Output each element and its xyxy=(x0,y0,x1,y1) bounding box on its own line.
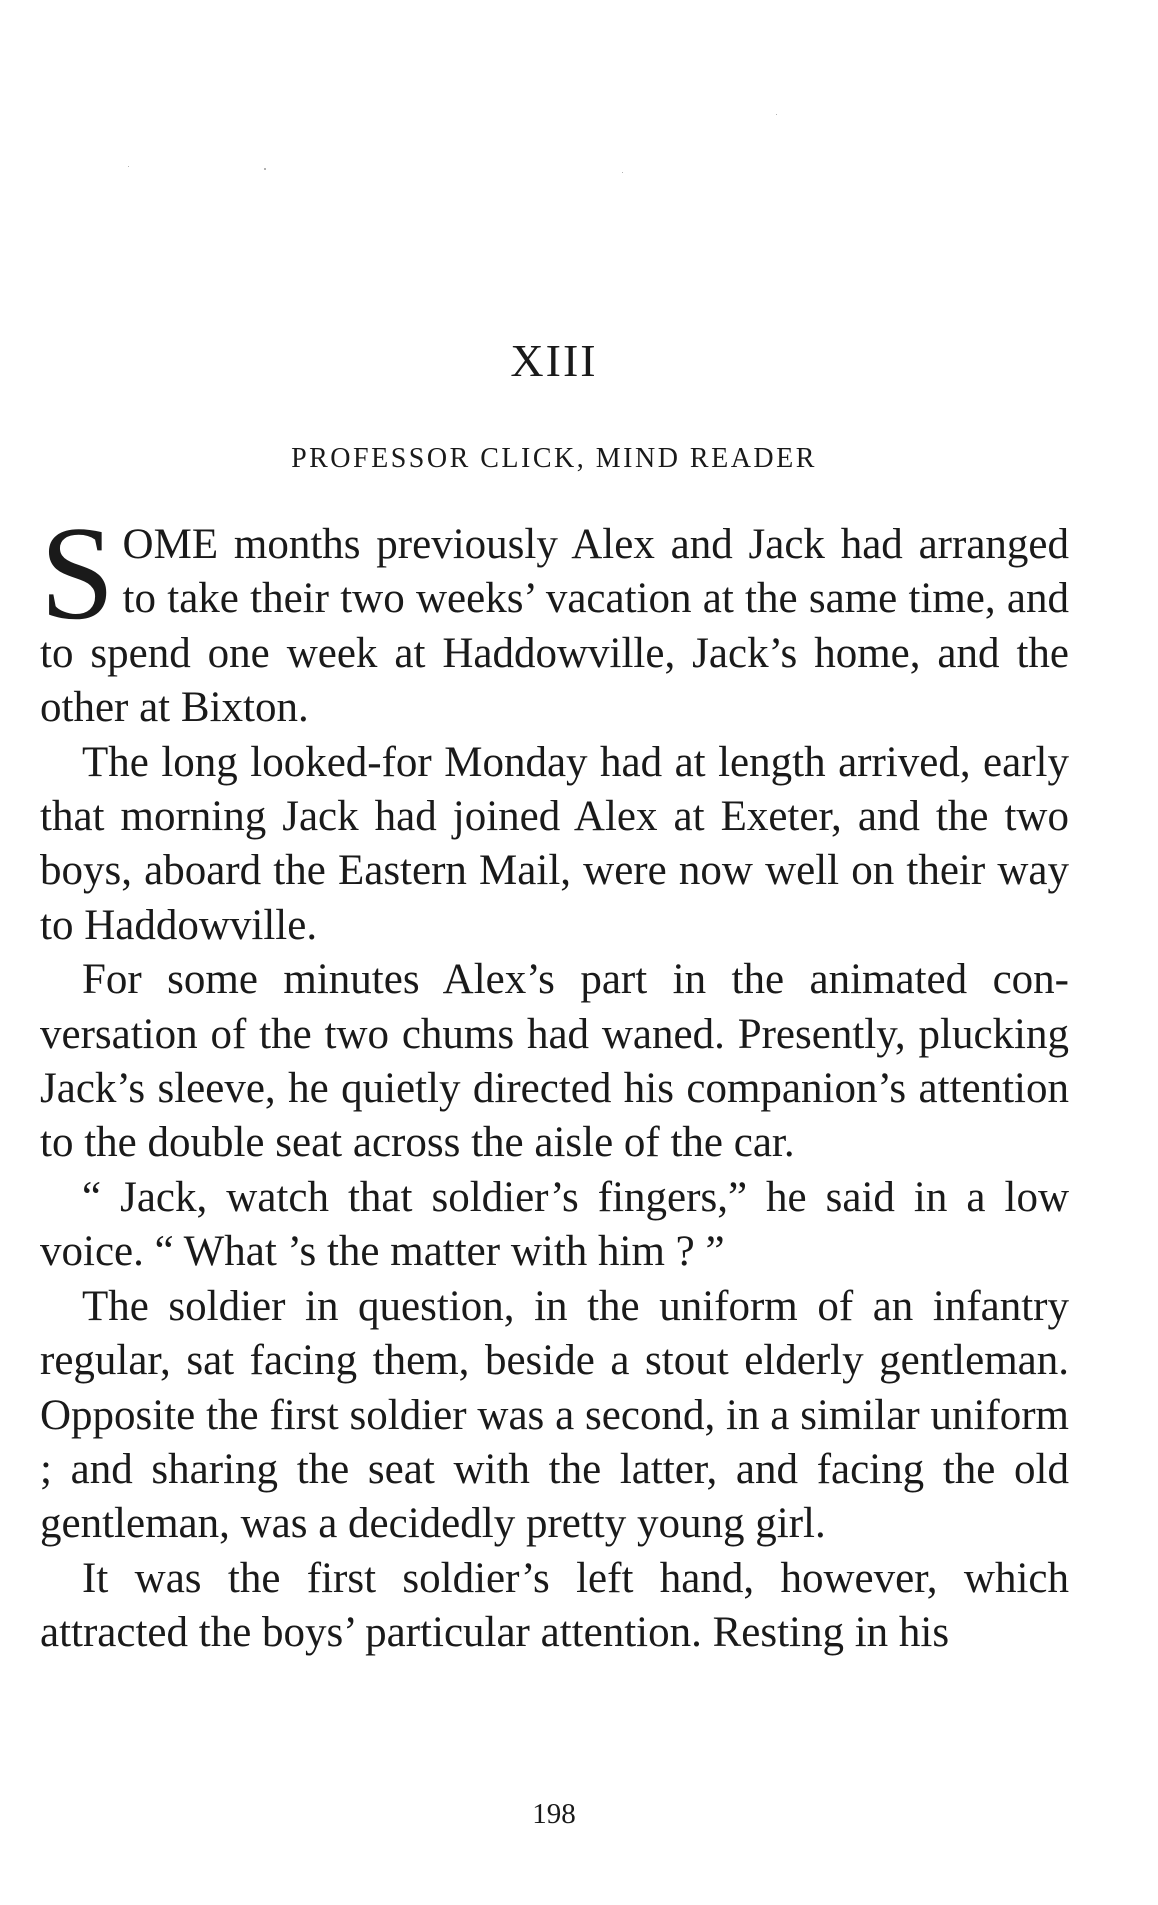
chapter-title: PROFESSOR CLICK, MIND READER xyxy=(291,443,817,474)
paragraph: It was the first soldier’s left hand, however, which attracted the boys’ particular attention. Resting in his xyxy=(40,1554,1069,1657)
chapter-number: XIII xyxy=(510,335,598,386)
paragraph-text: OME months previously Alex and Jack had arranged to take their two weeks’ vacation at the same time, and to spend one week at Haddowville, Jack’s home, and the other at Bixton. xyxy=(40,521,1069,732)
scan-speck xyxy=(622,172,623,173)
paragraph xyxy=(40,499,1069,736)
paragraph: The soldier in question, in the uniform of an infantry regular, sat facing them, beside a stout elderly gentleman. Opposite the first soldier was a second, in a similar uniform ; and sharing the seat with the latter, and facing the old gentleman, was a decidedly pretty young girl. xyxy=(40,1282,1069,1548)
scan-speck xyxy=(776,114,777,115)
body-text xyxy=(40,499,1069,1661)
scan-speck xyxy=(264,168,266,170)
page-number: 198 xyxy=(532,1798,576,1830)
paragraph: The long looked-for Monday had at length arrived, early that morning Jack had joined Alex at Exeter, and the two boys, aboard the Eastern Mail, were now well on their way to Haddowville. xyxy=(40,738,1069,949)
drop-cap: S xyxy=(40,499,115,647)
scan-speck xyxy=(128,166,129,167)
paragraph: “ Jack, watch that soldier’s fingers,” he said in a low voice. “ What ’s the matter with him ? ” xyxy=(40,1173,1069,1276)
paragraph: For some minutes Alex’s part in the animated conversation of the two chums had waned. Presently, plucking Jack’s sleeve, he quietly directed his companion’s attention to the double seat across the aisle of the car. xyxy=(40,956,1069,1167)
